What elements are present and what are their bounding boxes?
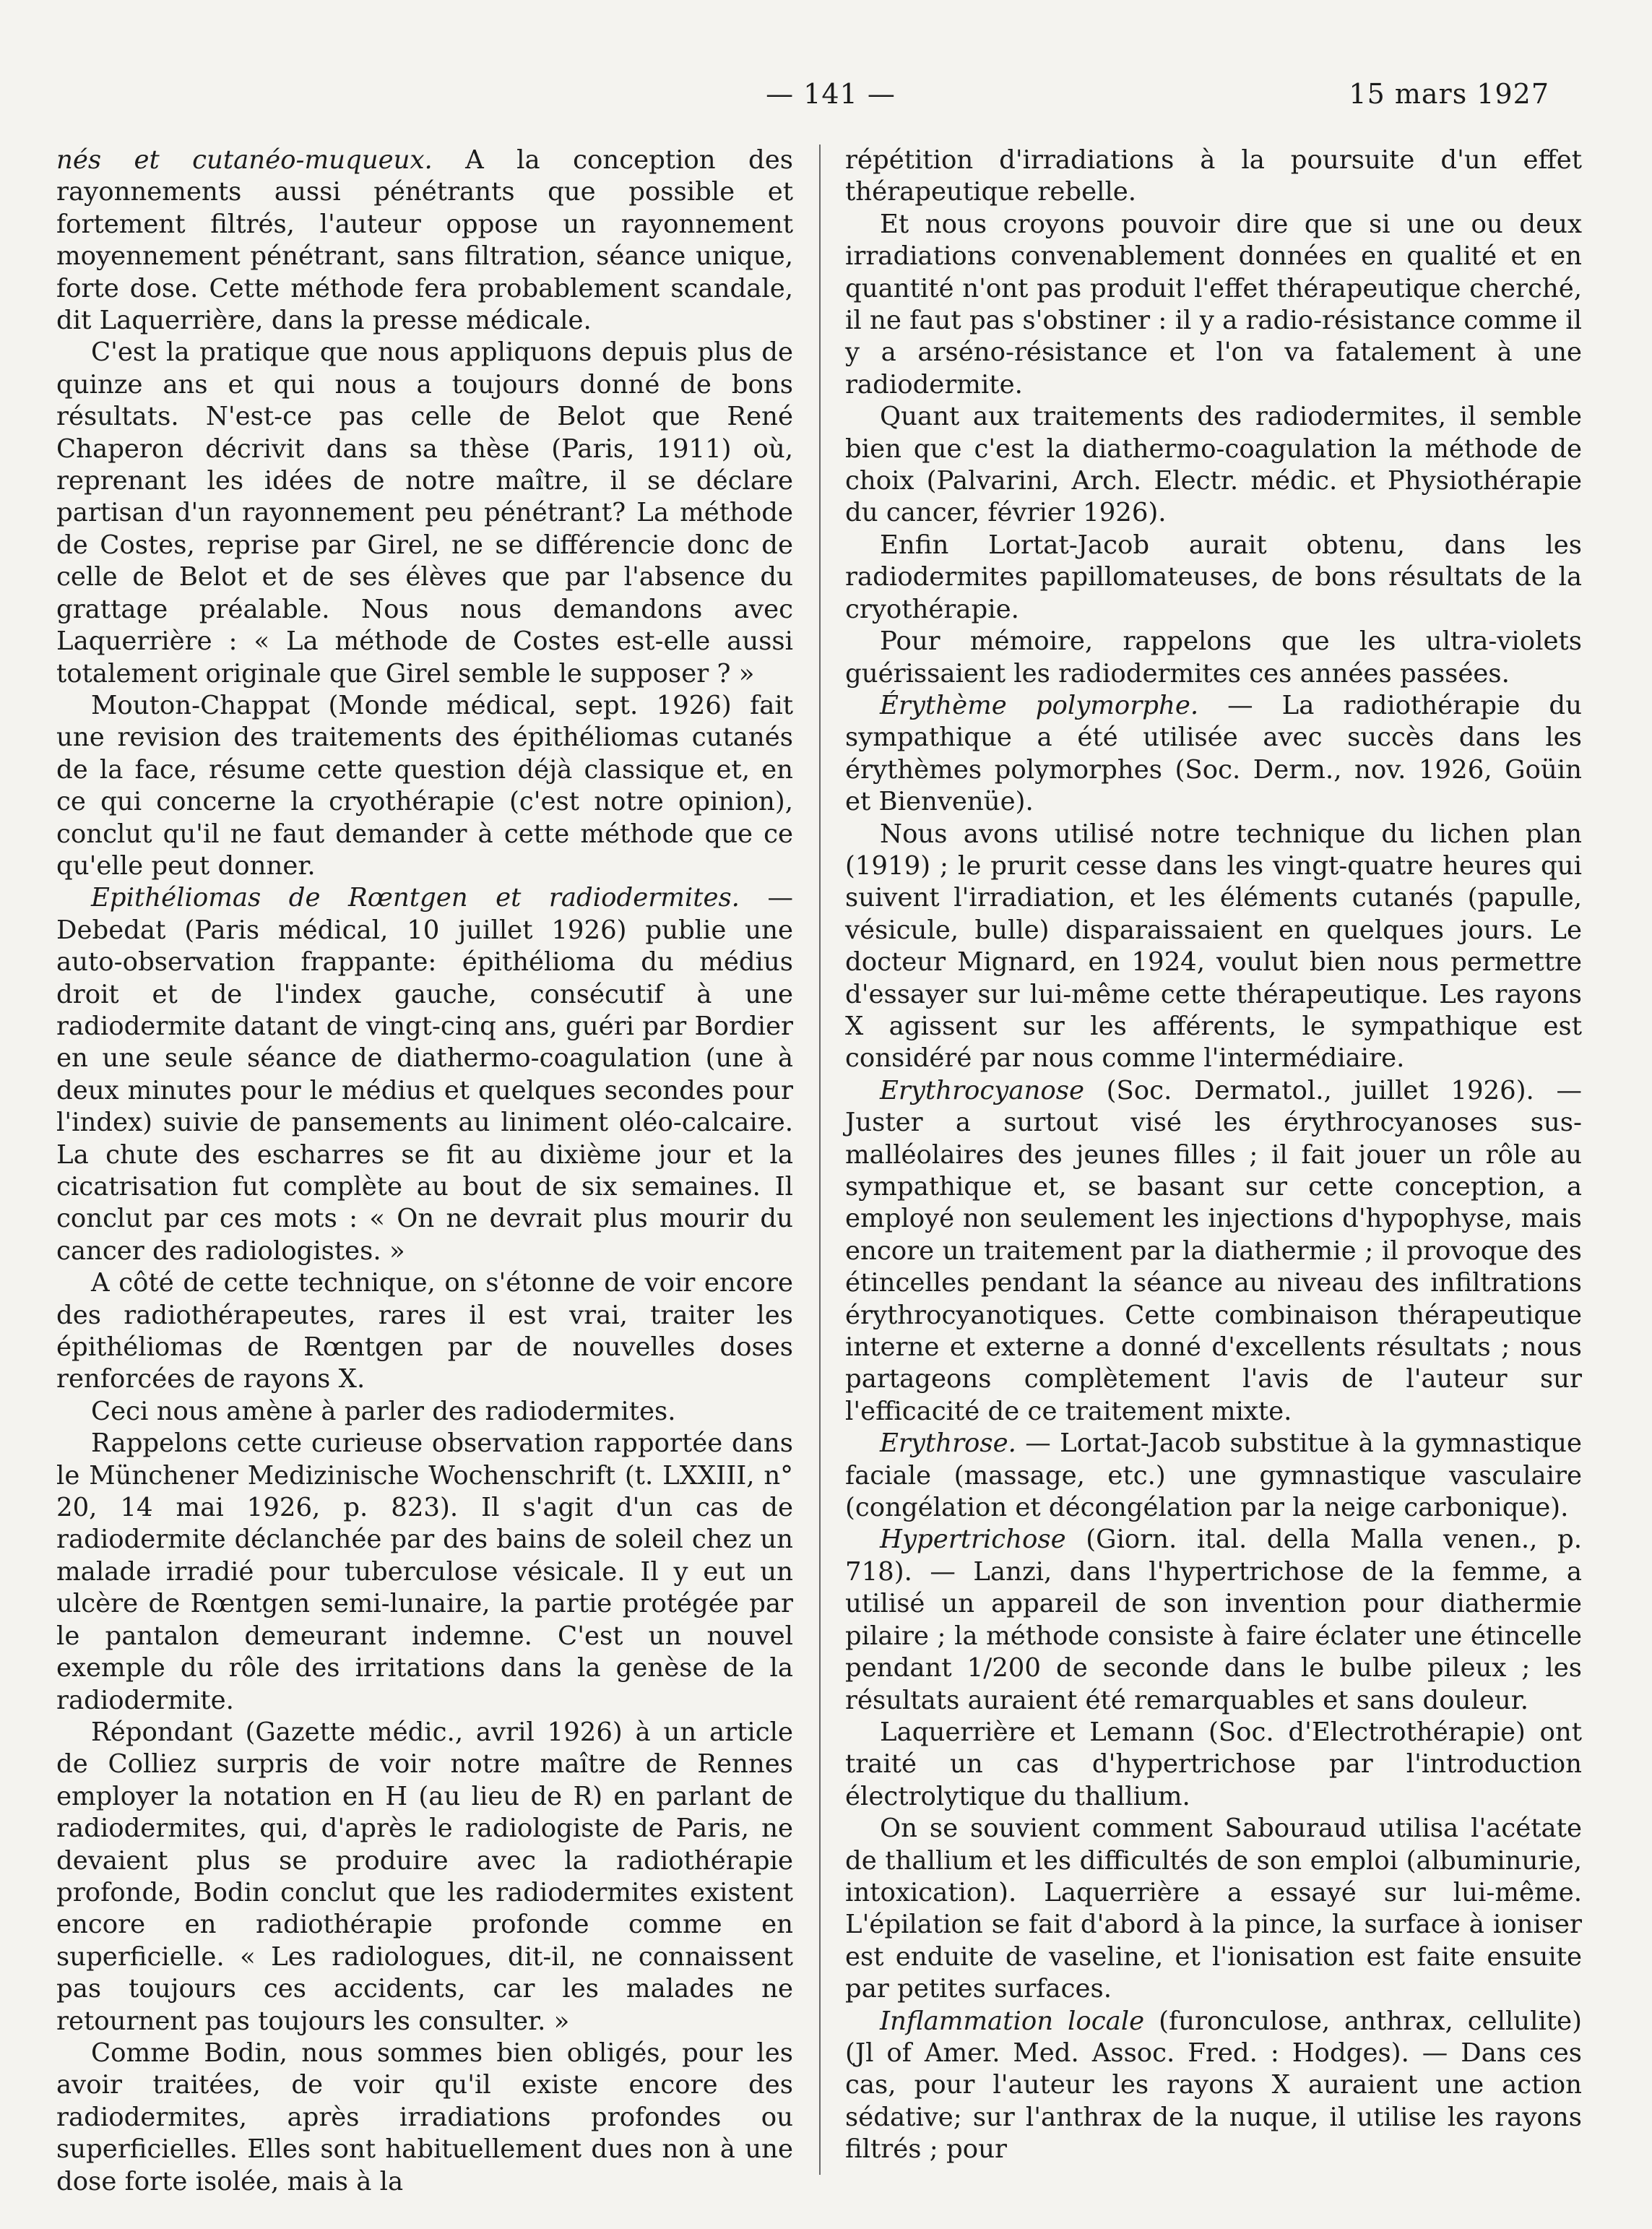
paragraph [56, 337, 793, 689]
paragraph [56, 690, 793, 882]
column-divider [819, 145, 821, 2175]
right-column [845, 145, 1582, 2175]
paragraph [56, 2038, 793, 2198]
paragraph-text: — La radiothérapie du sympathique a été utilisée avec succès dans les érythèmes polymorphes (Soc. Derm., nov. 1926, Goüin et Bienvenüe). [845, 690, 1582, 817]
paragraph-text: A côté de cette technique, on s'étonne de voir encore des radiothérapeutes, rares il est vrai, traiter les épithéliomas de Rœntgen par de nouvelles doses renforcées de rayons X. [56, 1268, 793, 1394]
paragraph [845, 1717, 1582, 1813]
paragraph [845, 2006, 1582, 2166]
paragraph-text: Et nous croyons pouvoir dire que si une ou deux irradiations convenablement données en qualité et en quantité n'ont pas produit l'effet thérapeutique cherché, il ne faut pas s'obstiner : il y a radio-résistance comme il y a arséno-résistance et l'on va fatalement à une radiodermite. [845, 209, 1582, 400]
paragraph-text: — Debedat (Paris médical, 10 juillet 1926) publie une auto-observation frappante: épithélioma du médius droit et de l'index gauche, consécutif à une radiodermite datant de vingt-cinq ans, guéri par Bordier en une seule séance de diathermo-coagulation (une à deux minutes pour le médius et quelques secondes pour l'index) suivie de pansements au liniment oléo-calcaire. La chute des escharres se fit au dixième jour et la cicatrisation fut complète au bout de six semaines. Il conclut par ces mots : « On ne devrait plus mourir du cancer des radiologistes. » [56, 883, 793, 1266]
paragraph-lead: Inflammation locale [880, 2006, 1145, 2036]
paragraph-text: A la conception des rayonnements aussi pénétrants que possible et fortement filtrés, l'auteur oppose un rayonnement moyennement pénétrant, sans filtration, séance unique, forte dose. Cette méthode fera probablement scandale, dit Laquerrière, dans la presse médicale. [56, 145, 793, 336]
paragraph-lead: Erythrose. [880, 1428, 1016, 1459]
paragraph-lead: Érythème polymorphe. [880, 690, 1199, 720]
paragraph [845, 690, 1582, 819]
paragraph-text: Nous avons utilisé notre technique du lichen plan (1919) ; le prurit cesse dans les vingt-quatre heures qui suivent l'irradiation, et les éléments cutanés (papulle, vésicule, bulle) disparaissaient en quelques jours. Le docteur Mignard, en 1924, voulut bien nous permettre d'essayer sur lui-même cette thérapeutique. Les rayons X agissent sur les afférents, le sympathique est considéré par nous comme l'intermédiaire. [845, 819, 1582, 1074]
paragraph [845, 145, 1582, 209]
paragraph-text: Laquerrière et Lemann (Soc. d'Electrothérapie) ont traité un cas d'hypertrichose par l'introduction électrolytique du thallium. [845, 1717, 1582, 1811]
paragraph-text: On se souvient comment Sabouraud utilisa l'acétate de thallium et les difficultés de son emploi (albuminurie, intoxication). Laquerrière a essayé sur lui-même. L'épilation se fait d'abord à la pince, la surface à ioniser est enduite de vaseline, et l'ionisation est faite ensuite par petites surfaces. [845, 1814, 1582, 2004]
paragraph [56, 145, 793, 337]
paragraph [845, 1813, 1582, 2005]
paragraph-text: Pour mémoire, rappelons que les ultra-violets guérissaient les radiodermites ces années passées. [845, 626, 1582, 689]
paragraph-text: Comme Bodin, nous sommes bien obligés, pour les avoir traitées, de voir qu'il existe encore des radiodermites, après irradiations profondes ou superficielles. Elles sont habituellement dues non à une dose forte isolée, mais à la [56, 2038, 793, 2196]
page-header [0, 78, 1652, 121]
left-column [56, 145, 793, 2196]
paragraph [56, 1267, 793, 1396]
paragraph-lead: Hypertrichose [880, 1525, 1066, 1555]
paragraph-lead: Epithéliomas de Rœntgen et radiodermites. [91, 883, 740, 913]
paragraph [845, 1075, 1582, 1428]
paragraph [845, 819, 1582, 1075]
paragraph-text: répétition d'irradiations à la poursuite d'un effet thérapeutique rebelle. [845, 145, 1582, 207]
paragraph-text: Ceci nous amène à parler des radiodermites. [91, 1396, 676, 1426]
paragraph-text: (Soc. Dermatol., juillet 1926). — Juster a surtout visé les érythrocyanoses sus-malléolaires des jeunes filles ; il fait jouer un rôle au sympathique et, se basant sur cette conception, a employé non seulement les injections d'hypophyse, mais encore un traitement par la diathermie ; il provoque des étincelles pendant la séance au niveau des infiltrations érythrocyanotiques. Cette combinaison thérapeutique interne et externe a donné d'excellents résultats ; nous partageons complètement l'avis de l'auteur sur l'efficacité de ce traitement mixte. [845, 1075, 1582, 1426]
paragraph-text: Répondant (Gazette médic., avril 1926) à un article de Colliez surpris de voir notre maître de Rennes employer la notation en H (au lieu de R) en parlant de radiodermites, qui, d'après le radiologiste de Paris, ne devaient plus se produire avec la radiothérapie profonde, Bodin conclut que les radiodermites existent encore en radiothérapie profonde comme en superficielle. « Les radiologues, dit-il, ne connaissent pas toujours ces accidents, car les malades ne retournent pas toujours les consulter. » [56, 1717, 793, 2036]
issue-date: 15 mars 1927 [1349, 78, 1549, 110]
paragraph [845, 626, 1582, 690]
paragraph-lead: nés et cutanéo-muqueux. [56, 145, 433, 175]
paragraph-text: — Lortat-Jacob substitue à la gymnastique faciale (massage, etc.) une gymnastique vasculaire (congélation et décongélation par la neige carbonique). [845, 1428, 1582, 1523]
paragraph [56, 1717, 793, 2038]
paragraph-text: C'est la pratique que nous appliquons depuis plus de quinze ans et qui nous a toujours donné de bons résultats. N'est-ce pas celle de Belot que René Chaperon décrivit dans sa thèse (Paris, 1911) où, reprenant les idées de notre maître, il se déclare partisan d'un rayonnement peu pénétrant? La méthode de Costes, reprise par Girel, ne se différencie donc de celle de Belot et de ses élèves que par l'absence du grattage préalable. Nous nous demandons avec Laquerrière : « La méthode de Costes est-elle aussi totalement originale que Girel semble le supposer ? » [56, 337, 793, 689]
paragraph-text: Mouton-Chappat (Monde médical, sept. 1926) fait une revision des traitements des épithéliomas cutanés de la face, résume cette question déjà classique et, en ce qui concerne la cryothérapie (c'est notre opinion), conclut qu'il ne faut demander à cette méthode que ce qu'elle peut donner. [56, 690, 793, 881]
paragraph [56, 1428, 793, 1717]
paragraph-lead: Erythrocyanose [880, 1075, 1084, 1105]
paragraph-text: Enfin Lortat-Jacob aurait obtenu, dans les radiodermites papillomateuses, de bons résultats de la cryothérapie. [845, 530, 1582, 624]
paragraph-text: (furonculose, anthrax, cellulite) (Jl of Amer. Med. Assoc. Fred. : Hodges). — Dans ces cas, pour l'auteur les rayons X auraient une action sédative; sur l'anthrax de la nuque, il utilise les rayons filtrés ; pour [845, 2006, 1582, 2165]
paragraph [845, 530, 1582, 626]
paragraph-text: Quant aux traitements des radiodermites, il semble bien que c'est la diathermo-coagulation la méthode de choix (Palvarini, Arch. Electr. médic. et Physiothérapie du cancer, février 1926). [845, 402, 1582, 528]
paragraph [845, 209, 1582, 401]
paragraph [56, 1396, 793, 1428]
paragraph-text: Rappelons cette curieuse observation rapportée dans le Münchener Medizinische Wochenschrift (t. LXXIII, n° 20, 14 mai 1926, p. 823). Il s'agit d'un cas de radiodermite déclanchée par des bains de soleil chez un malade irradié pour tuberculose vésicale. Il y eut un ulcère de Rœntgen semi-lunaire, la partie protégée par le pantalon demeurant indemne. C'est un nouvel exemple du rôle des irritations dans la genèse de la radiodermite. [56, 1428, 793, 1715]
paragraph [56, 882, 793, 1267]
paragraph-text: (Giorn. ital. della Malla venen., p. 718). — Lanzi, dans l'hypertrichose de la femme, a utilisé un appareil de son invention pour diathermie pilaire ; la méthode consiste à faire éclater une étincelle pendant 1/200 de seconde dans le bulbe pileux ; les résultats auraient été remarquables et sans douleur. [845, 1525, 1582, 1715]
paragraph [845, 401, 1582, 530]
paragraph [845, 1524, 1582, 1716]
paragraph [845, 1428, 1582, 1524]
page-number: — 141 — [766, 78, 896, 110]
